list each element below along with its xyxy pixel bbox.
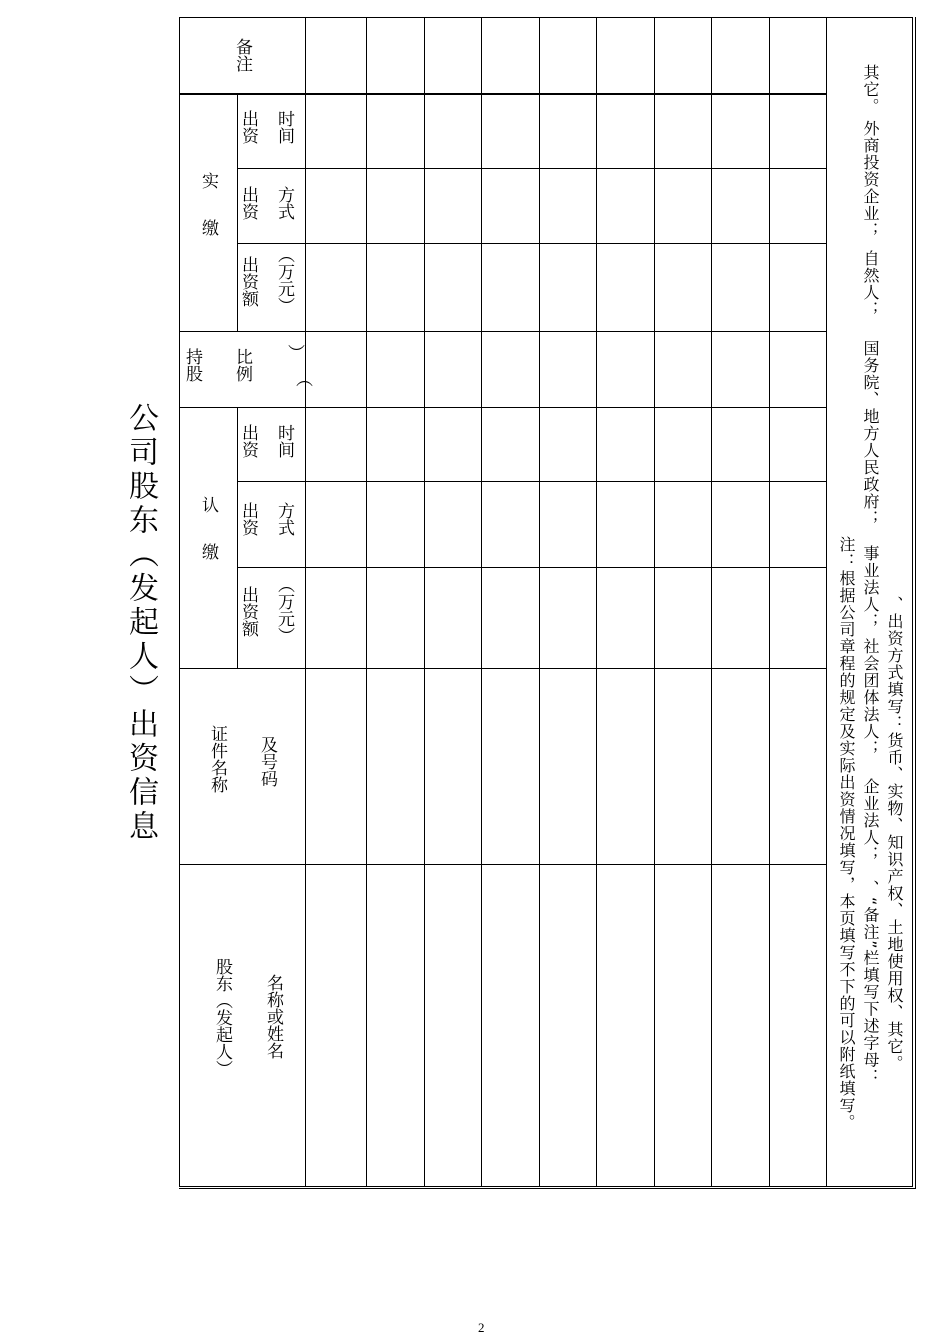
header-paid-in-method-2: 方式	[274, 186, 294, 220]
form-title: 公司股东（发起人）出资信息	[123, 402, 158, 844]
note-line-8: 外商投资企业；	[861, 120, 880, 239]
header-paid-in-time-2: 时间	[274, 110, 294, 144]
note-line-1: 注：根据公司章程的规定及实际出资情况填写，本页填写不下的可以附纸填写。	[837, 536, 856, 1131]
row-divider	[237, 168, 826, 169]
header-share-ratio-1: 持股	[182, 348, 202, 382]
note-line-4: 社会团体法人；	[861, 638, 880, 757]
header-subscribed-method-1: 出资	[238, 502, 258, 536]
note-line-2: 、“备注”栏填写下述字母：	[861, 880, 880, 1086]
row-divider	[179, 864, 826, 865]
col-divider	[654, 17, 655, 1187]
page-number: 2	[478, 1320, 485, 1335]
col-divider	[826, 17, 827, 1187]
col-divider	[539, 17, 540, 1187]
header-paid-in-method-1: 出资	[238, 186, 258, 220]
row-divider	[237, 481, 826, 482]
row-divider	[237, 567, 826, 568]
col-divider	[711, 17, 712, 1187]
col-divider	[424, 17, 425, 1187]
header-share-ratio-3: （	[292, 370, 312, 387]
row-divider	[179, 331, 826, 332]
row-divider	[237, 243, 826, 244]
note-line-6: 国务院、地方人民政府；	[861, 340, 880, 527]
header-share-ratio-4: ）	[284, 344, 304, 361]
row-divider	[179, 407, 826, 408]
header-subscribed-group: 认缴	[198, 496, 218, 590]
note-line-10: 、出资方式填写：货币、实物、知识产权、土地使用权、其它。	[885, 596, 904, 1072]
header-subscribed-time-1: 出资	[238, 424, 258, 458]
header-subscribed-amount-2: （万元）	[274, 576, 294, 644]
header-subscribed-amount-1: 出资额	[238, 586, 258, 637]
col-divider	[596, 17, 597, 1187]
header-share-ratio-2: 比例	[232, 348, 252, 382]
col-divider	[769, 17, 770, 1187]
note-line-7: 自然人；	[861, 250, 880, 318]
col-divider	[305, 17, 306, 1187]
row-divider	[179, 668, 826, 669]
header-id-1: 证件名称	[207, 725, 227, 793]
header-remarks: 备注	[232, 38, 252, 72]
header-paid-in-group: 实缴	[198, 172, 218, 266]
header-paid-in-time-1: 出资	[238, 110, 258, 144]
row-divider	[179, 93, 826, 95]
note-line-9: 其它。	[861, 64, 880, 115]
header-subscribed-method-2: 方式	[274, 502, 294, 536]
col-divider	[366, 17, 367, 1187]
col-divider	[481, 17, 482, 1187]
header-subscribed-time-2: 时间	[274, 424, 294, 458]
header-id-2: 及号码	[257, 736, 277, 787]
header-name-1: 股东（发起人）	[212, 958, 232, 1077]
header-paid-in-amount-2: （万元）	[274, 246, 294, 314]
note-line-3: 企业法人；	[861, 778, 880, 863]
header-paid-in-amount-1: 出资额	[238, 256, 258, 307]
note-line-5: 事业法人；	[861, 545, 880, 630]
header-name-2: 名称或姓名	[263, 974, 283, 1059]
